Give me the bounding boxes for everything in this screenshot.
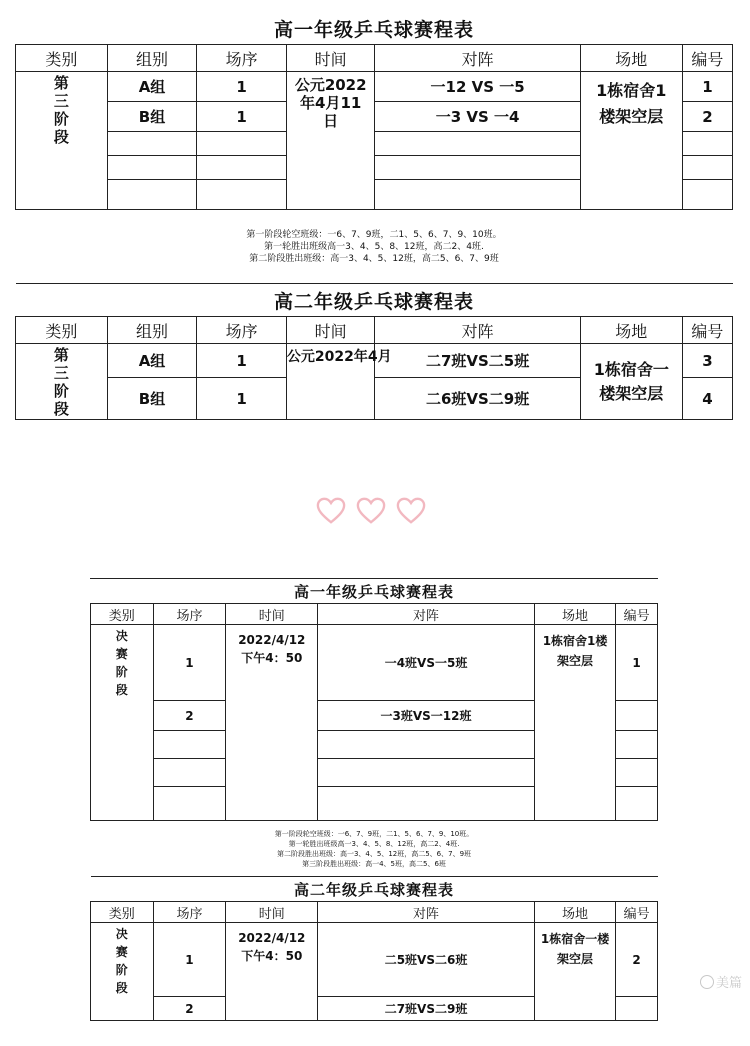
time-cell: 公元2022年4月11日 xyxy=(286,72,375,210)
empty-cell xyxy=(375,180,580,210)
number-cell: 3 xyxy=(682,344,732,378)
table-title: 高二年级乒乓球赛程表 xyxy=(91,877,658,902)
seq-cell: 1 xyxy=(153,923,226,997)
empty-cell xyxy=(682,180,732,210)
empty-cell xyxy=(197,180,287,210)
empty-cell xyxy=(375,132,580,156)
empty-cell xyxy=(107,132,197,156)
header-category: 类别 xyxy=(91,902,154,923)
note-line: 第二阶段胜出班级：高一3、4、5、12班，高二5、6、7、9班 xyxy=(276,849,472,858)
note-line: 第一轮胜出班级高一3、4、5、8、12班，高二2、4班. xyxy=(264,241,484,252)
venue-cell: 1栋宿舍1楼架空层 xyxy=(580,72,682,210)
number-cell: 2 xyxy=(616,923,658,997)
empty-cell xyxy=(318,759,535,787)
note-line: 第三阶段胜出班级：高一4、5班，高二5、6班 xyxy=(302,859,446,868)
number-cell: 1 xyxy=(682,72,732,102)
header-time: 时间 xyxy=(286,45,375,72)
number-cell: 4 xyxy=(682,378,732,420)
group-cell: A组 xyxy=(107,344,197,378)
empty-cell xyxy=(375,156,580,180)
number-cell xyxy=(616,701,658,731)
note-line: 第一轮胜出班级高一3、4、5、8、12班，高二2、4班. xyxy=(288,839,460,848)
category-cell: 决赛阶段 xyxy=(91,625,154,821)
venue-cell: 1栋宿舍一楼架空层 xyxy=(580,344,682,420)
header-time: 时间 xyxy=(226,902,318,923)
venue-cell: 1栋宿舍1楼架空层 xyxy=(534,625,615,821)
empty-cell xyxy=(153,787,226,821)
empty-cell xyxy=(616,759,658,787)
time-cell xyxy=(226,923,318,1021)
group-cell: A组 xyxy=(107,72,197,102)
header-time: 时间 xyxy=(226,604,318,625)
header-match: 对阵 xyxy=(318,604,535,625)
number-cell xyxy=(616,997,658,1021)
header-group: 组别 xyxy=(107,45,197,72)
empty-cell xyxy=(107,156,197,180)
note-line: 第一阶段轮空班级：一6、7、9班，二1、5、6、7、9、10班。 xyxy=(274,829,474,838)
empty-cell xyxy=(107,180,197,210)
empty-cell xyxy=(682,156,732,180)
header-seq: 场序 xyxy=(197,45,287,72)
watermark xyxy=(700,972,742,991)
table-title: 高二年级乒乓球赛程表 xyxy=(16,284,733,317)
grade2-final-table xyxy=(90,877,658,1021)
watermark-text: 美篇 xyxy=(716,976,743,991)
time-clock: 下午4：50 xyxy=(241,651,303,665)
match-cell: 一4班VS一5班 xyxy=(318,625,535,701)
header-seq: 场序 xyxy=(153,902,226,923)
heart-icon xyxy=(356,496,386,526)
header-venue: 场地 xyxy=(534,604,615,625)
group-cell: B组 xyxy=(107,102,197,132)
category-cell: 决赛阶段 xyxy=(91,923,154,1021)
group-cell: B组 xyxy=(107,378,197,420)
header-match: 对阵 xyxy=(375,317,580,344)
empty-cell xyxy=(197,132,287,156)
match-cell: 二7班VS二5班 xyxy=(375,344,580,378)
note-line: 第二阶段胜出班级：高一3、4、5、12班，高二5、6、7、9班 xyxy=(249,253,499,264)
heart-icon xyxy=(396,496,426,526)
header-category: 类别 xyxy=(16,45,108,72)
hearts-decoration xyxy=(316,496,436,536)
empty-cell xyxy=(153,731,226,759)
seq-cell: 1 xyxy=(197,72,287,102)
empty-cell xyxy=(682,132,732,156)
grade1-final-table xyxy=(90,579,658,877)
match-cell: 二6班VS二9班 xyxy=(375,378,580,420)
bottom-schedule-image xyxy=(90,578,658,1034)
header-category: 类别 xyxy=(16,317,108,344)
match-cell: 二7班VS二9班 xyxy=(318,997,535,1021)
venue-cell: 1栋宿舍一楼架空层 xyxy=(534,923,615,1021)
seq-cell: 1 xyxy=(197,102,287,132)
heart-icon xyxy=(316,496,346,526)
time-cell xyxy=(226,625,318,821)
match-cell: 二5班VS二6班 xyxy=(318,923,535,997)
seq-cell: 2 xyxy=(153,701,226,731)
header-match: 对阵 xyxy=(375,45,580,72)
grade1-stage3-table xyxy=(15,12,733,284)
header-venue: 场地 xyxy=(580,45,682,72)
top-schedule-image xyxy=(15,12,733,432)
match-cell: 一12 VS 一5 xyxy=(375,72,580,102)
note-line: 第一阶段轮空班级：一6、7、9班，二1、5、6、7、9、10班。 xyxy=(246,229,502,240)
empty-cell xyxy=(616,787,658,821)
category-cell: 第三阶段 xyxy=(16,72,108,210)
match-cell: 一3班VS一12班 xyxy=(318,701,535,731)
header-number: 编号 xyxy=(682,317,732,344)
empty-cell xyxy=(197,156,287,180)
table-title: 高一年级乒乓球赛程表 xyxy=(91,579,658,604)
header-category: 类别 xyxy=(91,604,154,625)
seq-cell: 2 xyxy=(153,997,226,1021)
seq-cell: 1 xyxy=(197,378,287,420)
header-number: 编号 xyxy=(616,902,658,923)
notes-cell xyxy=(91,821,658,877)
header-venue: 场地 xyxy=(580,317,682,344)
table-title: 高一年级乒乓球赛程表 xyxy=(16,12,733,45)
empty-cell xyxy=(318,787,535,821)
header-venue: 场地 xyxy=(534,902,615,923)
notes-cell xyxy=(16,210,733,284)
meipian-logo-icon xyxy=(700,975,714,989)
time-cell: 公元2022年4月 xyxy=(286,344,375,420)
grade2-stage3-table xyxy=(15,284,733,420)
time-clock: 下午4：50 xyxy=(241,949,303,963)
header-time: 时间 xyxy=(286,317,375,344)
time-date: 2022/4/12 xyxy=(238,931,306,945)
number-cell: 1 xyxy=(616,625,658,701)
header-number: 编号 xyxy=(616,604,658,625)
category-cell: 第三阶段 xyxy=(16,344,108,420)
empty-cell xyxy=(616,731,658,759)
header-match: 对阵 xyxy=(318,902,535,923)
header-seq: 场序 xyxy=(153,604,226,625)
seq-cell: 1 xyxy=(153,625,226,701)
empty-cell xyxy=(153,759,226,787)
header-number: 编号 xyxy=(682,45,732,72)
header-seq: 场序 xyxy=(197,317,287,344)
empty-cell xyxy=(318,731,535,759)
seq-cell: 1 xyxy=(197,344,287,378)
time-date: 2022/4/12 xyxy=(238,633,306,647)
number-cell: 2 xyxy=(682,102,732,132)
header-group: 组别 xyxy=(107,317,197,344)
match-cell: 一3 VS 一4 xyxy=(375,102,580,132)
